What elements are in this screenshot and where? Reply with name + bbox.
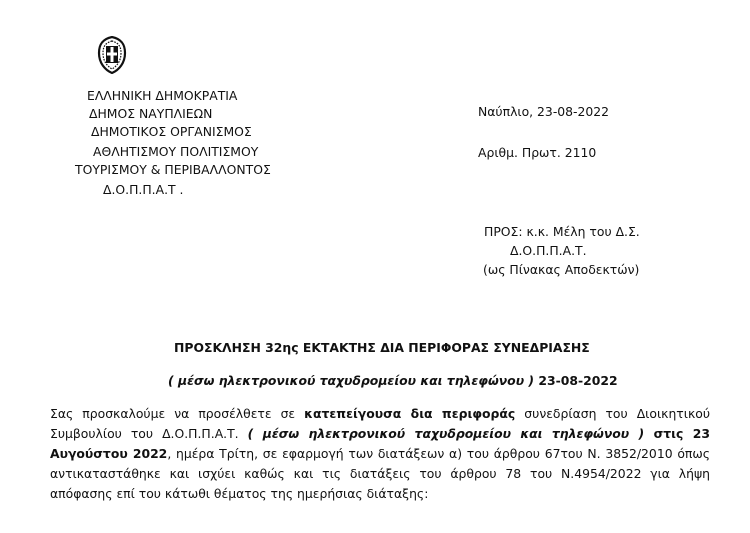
sender-line-6: Δ.Ο.Π.Π.Α.Τ . <box>103 182 184 197</box>
sender-line-4: ΑΘΛΗΤΙΣΜΟΥ ΠΟΛΙΤΙΣΜΟΥ <box>93 144 259 159</box>
invitation-title: ΠΡΟΣΚΛΗΣΗ 32ης ΕΚΤΑΚΤΗΣ ΔΙΑ ΠΕΡΙΦΟΡΑΣ ΣΥΝΕΔΡΙΑΣΗΣ <box>174 340 590 355</box>
body-text-2: συνεδρίαση του Διοικητικού Συμβουλίου του Δ.Ο.Π.Π.Α.Τ. <box>50 406 711 441</box>
subtitle-method: ( μέσω ηλεκτρονικού ταχυδρομείου και τηλεφώνου ) <box>168 373 535 388</box>
recipients-note: (ως Πίνακας Αποδεκτών) <box>483 262 640 277</box>
recipients-org: Δ.Ο.Π.Π.Α.Τ. <box>510 243 587 258</box>
sender-line-1: ΕΛΛΗΝΙΚΗ ΔΗΜΟΚΡΑΤΙΑ <box>87 88 238 103</box>
recipients-to: ΠΡΟΣ: κ.κ. Μέλη του Δ.Σ. <box>484 224 640 239</box>
body-date-phrase: στις 23 Αυγούστου 2022 <box>50 426 710 461</box>
body-text-1: Σας προσκαλούμε να προσέλθετε σε <box>50 406 305 421</box>
sender-line-3: ΔΗΜΟΤΙΚΟΣ ΟΡΓΑΝΙΣΜΟΣ <box>91 124 252 139</box>
invitation-subtitle <box>168 373 618 388</box>
body-method-phrase: ( μέσω ηλεκτρονικού ταχυδρομείου και τηλεφώνου ) <box>247 426 645 441</box>
place-date: Ναύπλιο, 23-08-2022 <box>478 104 610 119</box>
protocol-number: Αριθμ. Πρωτ. 2110 <box>478 145 597 160</box>
body-text-3: , ημέρα Τρίτη, σε εφαρμογή των διατάξεων α) του άρθρου 67του Ν. 3852/2010 όπως αντικαταστάθηκε και ισχύει καθώς και τις διατάξεις του άρθρου 78 του Ν.4954/2022 για λήψη απόφασης επί του κάτωθι θέματος της ημερήσιας διάταξης: <box>50 446 711 501</box>
sender-line-5: ΤΟΥΡΙΣΜΟΥ & ΠΕΡΙΒΑΛΛΟΝΤΟΣ <box>75 162 271 177</box>
sender-line-2: ΔΗΜΟΣ ΝΑΥΠΛΙΕΩΝ <box>89 106 213 121</box>
subtitle-date: 23-08-2022 <box>534 373 618 388</box>
invitation-body <box>50 404 710 504</box>
hellenic-republic-emblem <box>96 36 128 74</box>
body-urgent-phrase: κατεπείγουσα δια περιφοράς <box>304 406 516 421</box>
